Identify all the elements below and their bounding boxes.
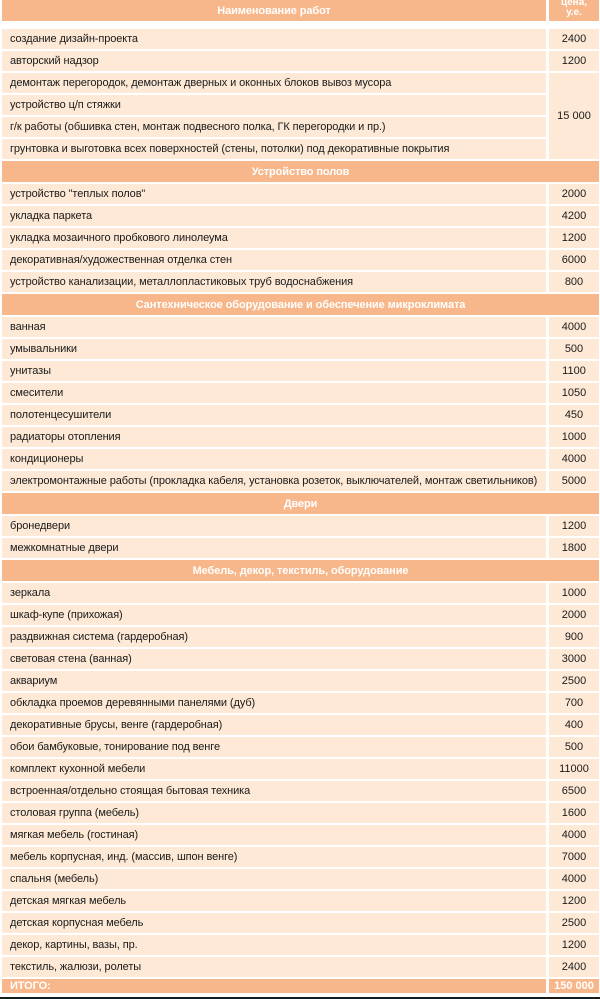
row-name: г/к работы (обшивка стен, монтаж подвесного полка, ГК перегородки и пр.) (2, 117, 546, 137)
row-name: авторский надзор (2, 51, 546, 71)
row-price: 7000 (549, 847, 599, 867)
row-price: 4000 (549, 317, 599, 337)
row-price: 1200 (549, 516, 599, 536)
row-name: декоративные брусы, венге (гардеробная) (2, 715, 546, 735)
header-price-line2: у.е. (566, 7, 582, 18)
row-price: 5000 (549, 471, 599, 491)
section-header (0, 294, 600, 315)
total-row (0, 979, 600, 993)
row-price: 1200 (549, 51, 599, 71)
row-price: 2000 (549, 184, 599, 204)
row-price: 6500 (549, 781, 599, 801)
row-price: 11000 (549, 759, 599, 779)
row-name: кондиционеры (2, 449, 546, 469)
section-title: Мебель, декор, текстиль, оборудование (2, 560, 599, 581)
table-row (0, 361, 600, 381)
table-row (0, 649, 600, 669)
row-name: аквариум (2, 671, 546, 691)
table-row (0, 95, 600, 115)
table-row (0, 383, 600, 403)
row-name: декор, картины, вазы, пр. (2, 935, 546, 955)
total-value: 150 000 (549, 979, 599, 993)
table-row (0, 825, 600, 845)
row-name: радиаторы отопления (2, 427, 546, 447)
row-name: умывальники (2, 339, 546, 359)
header-price-line1: цена, (560, 0, 588, 8)
row-price: 1100 (549, 361, 599, 381)
row-name: бронедвери (2, 516, 546, 536)
section-header (0, 161, 600, 182)
table-header (0, 0, 600, 21)
section-title: Сантехническое оборудование и обеспечение микроклимата (2, 294, 599, 315)
row-price: 1000 (549, 583, 599, 603)
row-name: декоративная/художественная отделка стен (2, 250, 546, 270)
row-name: полотенцесушители (2, 405, 546, 425)
row-name: комплект кухонной мебели (2, 759, 546, 779)
row-name: шкаф-купе (прихожая) (2, 605, 546, 625)
table-row (0, 913, 600, 933)
row-name: укладка мозаичного пробкового линолеума (2, 228, 546, 248)
table-row (0, 538, 600, 558)
row-price: 2400 (549, 957, 599, 977)
table-row (0, 51, 600, 71)
table-row (0, 935, 600, 955)
row-name: устройство ц/п стяжки (2, 95, 546, 115)
row-price: 1000 (549, 427, 599, 447)
row-name: спальня (мебель) (2, 869, 546, 889)
row-price: 2500 (549, 913, 599, 933)
row-name: укладка паркета (2, 206, 546, 226)
section-title: Двери (2, 493, 599, 514)
row-name: мебель корпусная, инд. (массив, шпон венге) (2, 847, 546, 867)
row-name: устройство канализации, металлопластиковых труб водоснабжения (2, 272, 546, 292)
table-row (0, 803, 600, 823)
row-name: обои бамбуковые, тонирование под венге (2, 737, 546, 757)
table-row (0, 139, 600, 159)
table-row (0, 471, 600, 491)
row-name: текстиль, жалюзи, ролеты (2, 957, 546, 977)
row-price: 2400 (549, 29, 599, 49)
row-name: световая стена (ванная) (2, 649, 546, 669)
row-price: 4000 (549, 825, 599, 845)
row-price: 900 (549, 627, 599, 647)
row-price: 2000 (549, 605, 599, 625)
row-name: раздвижная система (гардеробная) (2, 627, 546, 647)
row-name: детская корпусная мебель (2, 913, 546, 933)
table-row (0, 117, 600, 137)
section-header (0, 560, 600, 581)
row-name: грунтовка и выготовка всех поверхностей (стены, потолки) под декоративные покрытия (2, 139, 546, 159)
row-name: унитазы (2, 361, 546, 381)
row-name: обкладка проемов деревянными панелями (дуб) (2, 693, 546, 713)
table-row (0, 781, 600, 801)
table-row (0, 737, 600, 757)
row-price: 6000 (549, 250, 599, 270)
row-price: 4000 (549, 449, 599, 469)
row-name: встроенная/отдельно стоящая бытовая техника (2, 781, 546, 801)
table-row (0, 957, 600, 977)
row-price: 1800 (549, 538, 599, 558)
row-price: 2500 (549, 671, 599, 691)
row-price: 700 (549, 693, 599, 713)
table-row (0, 250, 600, 270)
table-row (0, 427, 600, 447)
row-price: 1200 (549, 891, 599, 911)
table-row (0, 891, 600, 911)
table-row (0, 671, 600, 691)
table-row (0, 693, 600, 713)
table-row (0, 583, 600, 603)
row-name: зеркала (2, 583, 546, 603)
row-name: создание дизайн-проекта (2, 29, 546, 49)
row-name: электромонтажные работы (прокладка кабеля, установка розеток, выключателей, монтаж светильников) (2, 471, 546, 491)
row-price: 1200 (549, 935, 599, 955)
section-title: Устройство полов (2, 161, 599, 182)
row-price: 3000 (549, 649, 599, 669)
table-row (0, 29, 600, 49)
table-row (0, 206, 600, 226)
header-price-column (549, 0, 599, 21)
row-price: 400 (549, 715, 599, 735)
table-row (0, 405, 600, 425)
row-price: 450 (549, 405, 599, 425)
row-price: 800 (549, 272, 599, 292)
row-name: демонтаж перегородок, демонтаж дверных и оконных блоков вывоз мусора (2, 73, 546, 93)
table-row (0, 715, 600, 735)
row-name: устройство "теплых полов" (2, 184, 546, 204)
table-row (0, 228, 600, 248)
total-label: ИТОГО: (2, 979, 546, 993)
row-price: 500 (549, 737, 599, 757)
row-name: ванная (2, 317, 546, 337)
row-price: 4000 (549, 869, 599, 889)
row-name: детская мягкая мебель (2, 891, 546, 911)
section-header (0, 493, 600, 514)
row-price: 1050 (549, 383, 599, 403)
table-row (0, 317, 600, 337)
table-row (0, 627, 600, 647)
table-row (0, 339, 600, 359)
row-price: 500 (549, 339, 599, 359)
row-price: 1200 (549, 228, 599, 248)
table-row (0, 184, 600, 204)
row-name: столовая группа (мебель) (2, 803, 546, 823)
header-name-column: Наименование работ (2, 0, 546, 21)
table-row (0, 73, 600, 93)
table-row (0, 869, 600, 889)
row-price: 4200 (549, 206, 599, 226)
row-name: смесители (2, 383, 546, 403)
table-row (0, 516, 600, 536)
table-row (0, 847, 600, 867)
merged-price-cell: 15 000 (549, 73, 599, 159)
table-row (0, 759, 600, 779)
row-price: 1600 (549, 803, 599, 823)
table-row (0, 272, 600, 292)
table-row (0, 605, 600, 625)
row-name: мягкая мебель (гостиная) (2, 825, 546, 845)
table-row (0, 449, 600, 469)
row-name: межкомнатные двери (2, 538, 546, 558)
